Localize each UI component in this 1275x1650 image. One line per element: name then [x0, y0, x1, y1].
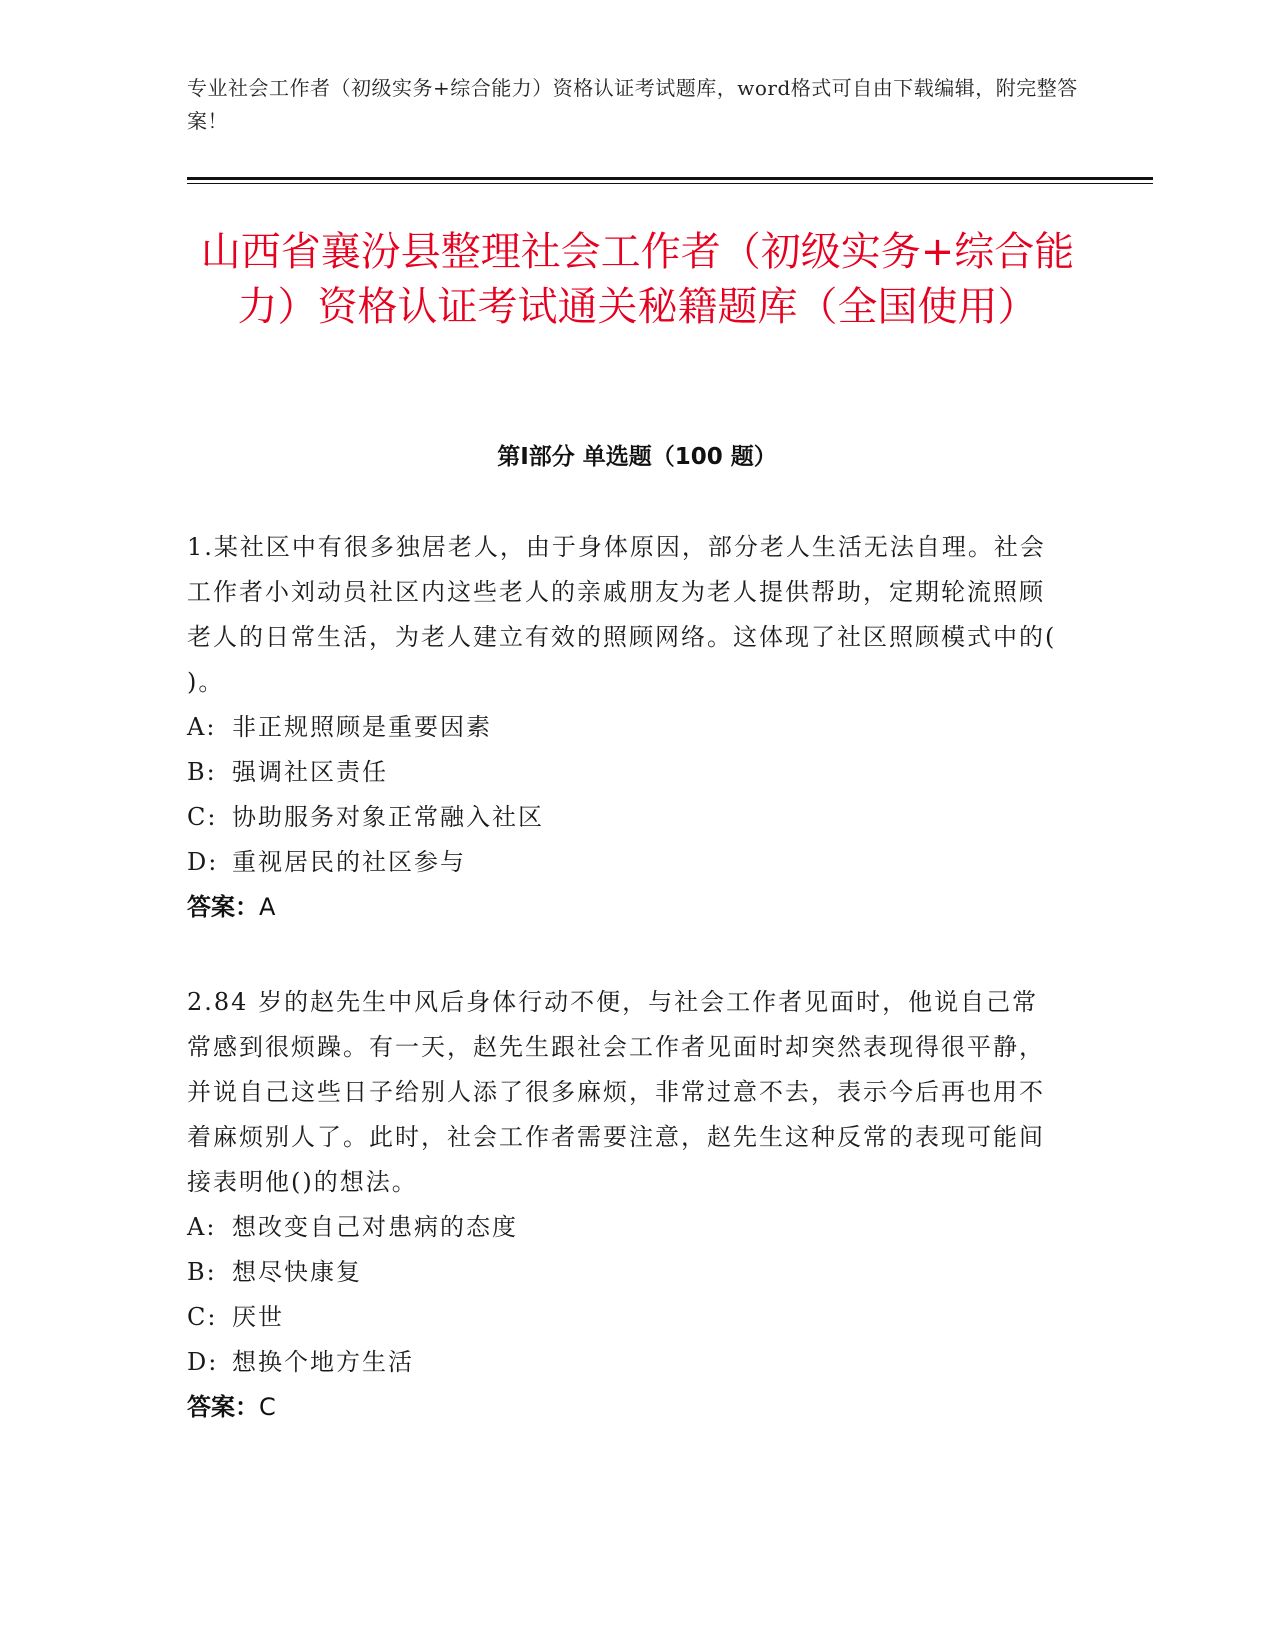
option-b	[187, 750, 1057, 795]
option-a	[187, 1205, 1057, 1250]
option-text: 协助服务对象正常融入社区	[232, 803, 544, 831]
question-stem: 1.某社区中有很多独居老人，由于身体原因，部分老人生活无法自理。社会工作者小刘动员社区内这些老人的亲戚朋友为老人提供帮助，定期轮流照顾老人的日常生活，为老人建立有效的照顾网络。这体现了社区照顾模式中的( )。	[187, 533, 1057, 696]
option-b	[187, 1250, 1057, 1295]
option-a	[187, 705, 1057, 750]
option-letter: B:	[187, 1258, 217, 1286]
answer-line	[187, 885, 1057, 930]
option-d	[187, 1340, 1057, 1385]
answer-line	[187, 1385, 1057, 1430]
question-2	[187, 980, 1057, 1430]
answer-value: A	[259, 893, 276, 921]
answer-value: C	[259, 1393, 276, 1421]
option-list	[187, 705, 1057, 885]
question-stem: 2.84 岁的赵先生中风后身体行动不便，与社会工作者见面时，他说自己常常感到很烦躁。有一天，赵先生跟社会工作者见面时却突然表现得很平静，并说自己这些日子给别人添了很多麻烦，非常过意不去，表示今后再也用不着麻烦别人了。此时，社会工作者需要注意，赵先生这种反常的表现可能间接表明他()的想法。	[187, 988, 1045, 1196]
answer-label: 答案：	[187, 893, 259, 921]
option-text: 非正规照顾是重要因素	[232, 713, 492, 741]
section-heading: 第Ⅰ部分 单选题（100 题）	[497, 444, 777, 470]
option-text: 想改变自己对患病的态度	[232, 1213, 518, 1241]
option-c	[187, 1295, 1057, 1340]
question-1	[187, 525, 1057, 930]
header-divider-thick	[187, 177, 1153, 180]
header-note: 专业社会工作者（初级实务+综合能力）资格认证考试题库，word格式可自由下载编辑，附完整答案！	[187, 76, 1078, 133]
option-list	[187, 1205, 1057, 1385]
option-text: 强调社区责任	[232, 758, 388, 786]
option-c	[187, 795, 1057, 840]
option-letter: A:	[187, 1213, 217, 1241]
option-d	[187, 840, 1057, 885]
option-letter: D:	[187, 1348, 219, 1376]
document-title: 山西省襄汾县整理社会工作者（初级实务+综合能力）资格认证考试通关秘籍题库（全国使用）	[200, 229, 1075, 330]
option-letter: D:	[187, 848, 219, 876]
option-text: 厌世	[232, 1303, 284, 1331]
option-letter: A:	[187, 713, 217, 741]
option-text: 想换个地方生活	[232, 1348, 414, 1376]
option-text: 想尽快康复	[232, 1258, 362, 1286]
option-text: 重视居民的社区参与	[232, 848, 466, 876]
option-letter: C:	[187, 803, 218, 831]
header-divider-thin	[187, 183, 1153, 184]
option-letter: C:	[187, 1303, 218, 1331]
option-letter: B:	[187, 758, 217, 786]
answer-label: 答案：	[187, 1393, 259, 1421]
